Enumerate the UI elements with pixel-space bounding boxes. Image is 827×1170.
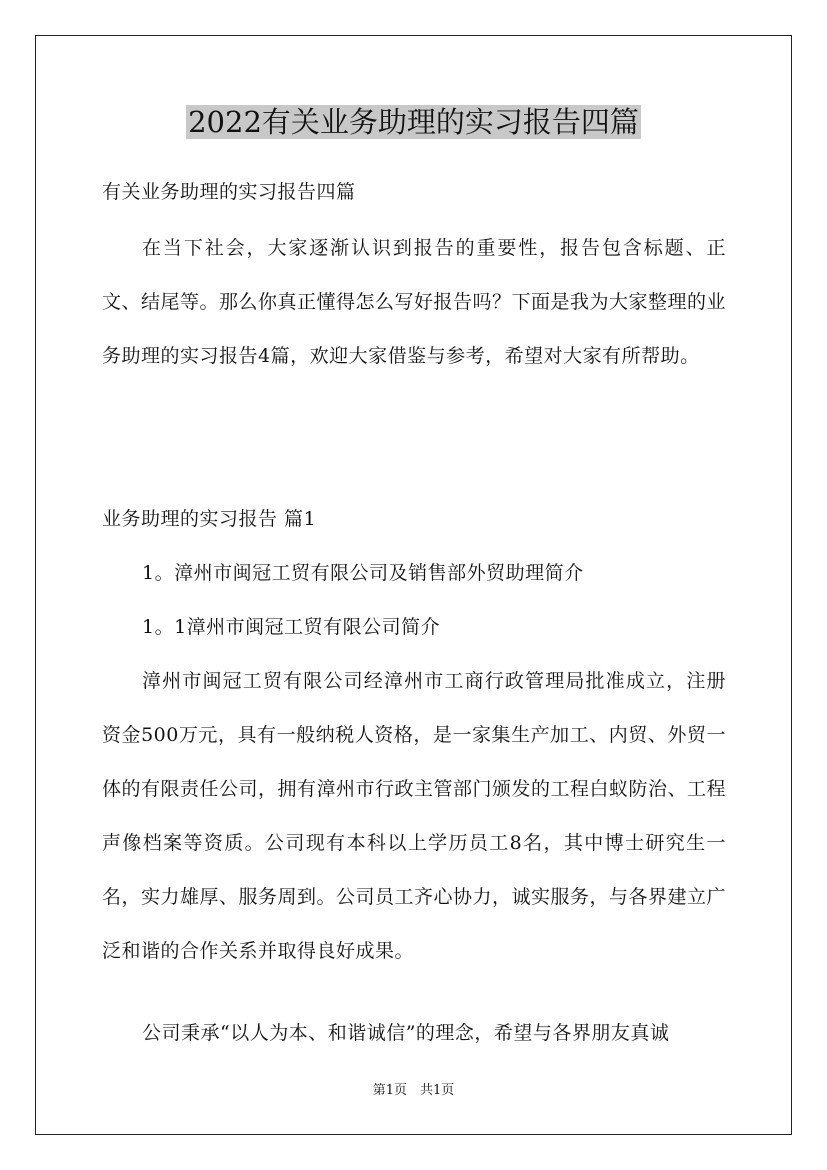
company-intro-paragraph: 漳州市闽冠工贸有限公司经漳州市工商行政管理局批准成立，注册资金500万元，具有一般纳税人资格，是一家集生产加工、内贸、外贸一体的有限责任公司，拥有漳州市行政主管部门颁发的工程白蚁防治、工程声像档案等资质。公司现有本科以上学历员工8名，其中博士研究生一名，实力雄厚、服务周到。公司员工齐心协力，诚实服务，与各界建立广泛和谐的合作关系并取得良好成果。: [102, 670, 727, 962]
section-heading: 业务助理的实习报告 篇1: [102, 508, 317, 530]
heading-1-1: 1。1漳州市闽冠工贸有限公司简介: [142, 616, 441, 638]
heading-1: 1。漳州市闽冠工贸有限公司及销售部外贸助理简介: [142, 562, 584, 584]
document-subtitle: 有关业务助理的实习报告四篇: [102, 181, 356, 203]
page-footer: 第1页 共1页: [372, 1083, 455, 1098]
company-philosophy-paragraph: 公司秉承“以人为本、和谐诚信”的理念，希望与各界朋友真诚: [142, 1022, 670, 1044]
document-title-text: 2022有关业务助理的实习报告四篇: [188, 105, 639, 139]
document-title: [0, 100, 827, 144]
intro-paragraph: 在当下社会，大家逐渐认识到报告的重要性，报告包含标题、正文、结尾等。那么你真正懂得怎么写好报告吗？下面是我为大家整理的业务助理的实习报告4篇，欢迎大家借鉴与参考，希望对大家有所帮助。: [102, 237, 727, 367]
